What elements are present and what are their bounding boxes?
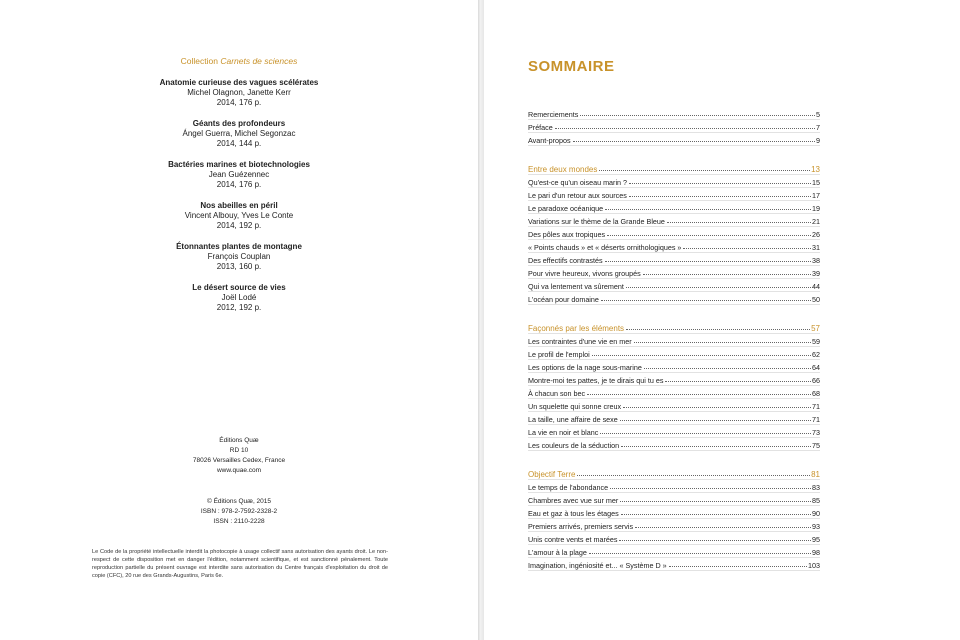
toc-entry-page: 66 [812, 376, 820, 385]
toc-leader [626, 287, 811, 288]
book-title: Étonnantes plantes de montagne [176, 242, 302, 251]
toc-entry-title: La vie en noir et blanc [528, 428, 599, 437]
toc-entry-page: 73 [812, 428, 820, 437]
toc-section-title: Objectif Terre [528, 470, 576, 479]
toc-row [528, 120, 820, 133]
book-authors: Michel Olagnon, Janette Kerr [187, 88, 291, 97]
toc-entry-title: L'océan pour domaine [528, 295, 599, 304]
left-page [0, 0, 478, 640]
toc-entry-title: Le paradoxe océanique [528, 204, 604, 213]
toc-leader [619, 540, 811, 541]
toc-entry-title: Avant-propos [528, 136, 571, 145]
toc-title: SOMMAIRE [528, 58, 615, 75]
toc-leader [629, 183, 811, 184]
book-title: Géants des profondeurs [192, 119, 286, 128]
toc-leader [683, 248, 811, 249]
toc-row [528, 386, 820, 399]
toc-entry-page: 85 [812, 496, 820, 505]
toc-entry-page: 83 [812, 483, 820, 492]
toc-leader [667, 222, 811, 223]
toc-row [528, 347, 820, 360]
toc-leader [605, 209, 811, 210]
issn: ISSN : 2110-2228 [213, 518, 265, 525]
book-info: 2014, 144 p. [216, 139, 262, 148]
toc-leader [589, 553, 811, 554]
toc-entry-title: Chambres avec vue sur mer [528, 496, 619, 505]
toc-entry-page: 59 [812, 337, 820, 346]
toc-row [528, 279, 820, 292]
toc-row [528, 493, 820, 506]
toc-entry-page: 19 [812, 204, 820, 213]
toc-entry-title: Montre-moi tes pattes, je te dirais qui tu es [528, 376, 664, 385]
toc-entry-page: 68 [812, 389, 820, 398]
publisher-name: Éditions Quæ [219, 437, 259, 444]
toc-row [528, 253, 820, 266]
book-info: 2014, 176 p. [216, 98, 262, 107]
toc-leader [621, 446, 811, 447]
toc-row [528, 399, 820, 412]
book-entry [0, 119, 478, 149]
toc-leader [601, 300, 811, 301]
toc-entry-page: 50 [812, 295, 820, 304]
toc-row [528, 175, 820, 188]
publisher-address-line: RD 10 [229, 447, 249, 454]
toc-entry-page: 5 [816, 110, 820, 119]
toc-leader [643, 274, 811, 275]
toc-entry-title: Eau et gaz à tous les étages [528, 509, 619, 518]
toc-entry-title: Des effectifs contrastés [528, 256, 603, 265]
toc-entry-title: Les options de la nage sous-marine [528, 363, 642, 372]
publisher-address-line: 78026 Versailles Cedex, France [192, 457, 286, 464]
toc-row [528, 201, 820, 214]
toc-entry-title: Remerciements [528, 110, 579, 119]
toc-entry-title: Imagination, ingéniosité et... « Système D » [528, 561, 667, 570]
book-authors: François Couplan [207, 252, 271, 261]
toc-entry-title: Les couleurs de la séduction [528, 441, 620, 450]
toc-row [528, 558, 820, 571]
toc-entry-title: Pour vivre heureux, vivons groupés [528, 269, 641, 278]
toc-entry-page: 98 [812, 548, 820, 557]
toc-section [528, 465, 820, 571]
toc-row [528, 292, 820, 305]
toc-entry-page: 103 [808, 561, 820, 570]
toc-row [528, 240, 820, 253]
toc-leader [599, 170, 810, 171]
toc-row [528, 133, 820, 146]
toc-entry-page: 39 [812, 269, 820, 278]
toc-entry-page: 31 [812, 243, 820, 252]
toc-entry-title: Unis contre vents et marées [528, 535, 618, 544]
toc-entry-title: Les contraintes d'une vie en mer [528, 337, 632, 346]
book-entry [0, 160, 478, 190]
toc-section-title: Façonnés par les éléments [528, 324, 625, 333]
toc-entry-page: 95 [812, 535, 820, 544]
toc-leader [669, 566, 807, 567]
isbn: ISBN : 978-2-7592-2328-2 [200, 508, 278, 515]
toc-entry-page: 71 [812, 415, 820, 424]
table-of-contents [528, 107, 820, 571]
toc-row [528, 480, 820, 493]
book-entry [0, 283, 478, 313]
toc-entry-page: 62 [812, 350, 820, 359]
toc-leader [634, 342, 811, 343]
toc-leader [610, 488, 811, 489]
book-authors: Jean Guézennec [208, 170, 270, 179]
toc-front-matter [528, 107, 820, 146]
book-title: Bactéries marines et biotechnologies [168, 160, 310, 169]
toc-row [528, 519, 820, 532]
publisher-block [0, 436, 478, 476]
toc-entry-page: 64 [812, 363, 820, 372]
toc-row [528, 412, 820, 425]
collection-name: Carnets de sciences [220, 56, 298, 66]
collection-label [0, 56, 478, 66]
toc-entry-title: Préface [528, 123, 553, 132]
toc-leader [600, 433, 811, 434]
rights-block [0, 497, 478, 527]
toc-entry-page: 9 [816, 136, 820, 145]
toc-entry-page: 44 [812, 282, 820, 291]
toc-leader [573, 141, 815, 142]
book-info: 2014, 192 p. [216, 221, 262, 230]
legal-notice: Le Code de la propriété intellectuelle interdit la photocopie à usage collectif sans autorisation des ayants droit. Le non-respect de cette disposition met en danger l'édition, notamment scientifique, et est sanctionné pénalement. Toute reproduction partielle du présent ouvrage est interdite sans autorisation du Centre français d'exploitation du droit de copie (CFC), 20 rue des Grands-Augustins, Paris 6e. [92, 549, 388, 579]
toc-entry-page: 71 [812, 402, 820, 411]
toc-entry-title: Des pôles aux tropiques [528, 230, 606, 239]
toc-leader [587, 394, 811, 395]
toc-leader [623, 407, 811, 408]
toc-leader [621, 514, 811, 515]
toc-entry-title: Qu'est-ce qu'un oiseau marin ? [528, 178, 628, 187]
publisher-website: www.quae.com [216, 467, 262, 474]
toc-leader [592, 355, 811, 356]
toc-section-page: 57 [811, 324, 820, 333]
book-authors: Vincent Albouy, Yves Le Conte [184, 211, 294, 220]
right-page [484, 0, 960, 640]
collection-prefix: Collection [180, 56, 221, 66]
toc-leader [644, 368, 811, 369]
toc-entry-title: L'amour à la plage [528, 548, 587, 557]
toc-entry-title: Le temps de l'abondance [528, 483, 609, 492]
book-title: Le désert source de vies [192, 283, 286, 292]
book-authors: Ángel Guerra, Michel Segonzac [182, 129, 296, 138]
toc-entry-page: 26 [812, 230, 820, 239]
toc-row [528, 188, 820, 201]
book-authors: Joël Lodé [221, 293, 257, 302]
toc-row [528, 425, 820, 438]
toc-section-heading [528, 465, 820, 480]
toc-section-page: 13 [811, 165, 820, 174]
toc-row [528, 545, 820, 558]
toc-leader [607, 235, 811, 236]
toc-entry-title: Qui va lentement va sûrement [528, 282, 624, 291]
toc-section-heading [528, 160, 820, 175]
toc-leader [620, 501, 811, 502]
toc-entry-title: « Points chauds » et « déserts ornithologiques » [528, 243, 682, 252]
book-list [0, 78, 478, 324]
toc-section-page: 81 [811, 470, 820, 479]
toc-leader [577, 475, 810, 476]
toc-row [528, 360, 820, 373]
toc-entry-title: Variations sur le thème de la Grande Bleue [528, 217, 665, 226]
book-title: Nos abeilles en péril [200, 201, 278, 210]
toc-entry-page: 93 [812, 522, 820, 531]
toc-leader [580, 115, 815, 116]
toc-section-heading [528, 319, 820, 334]
toc-entry-title: Un squelette qui sonne creux [528, 402, 622, 411]
toc-entry-page: 15 [812, 178, 820, 187]
toc-entry-page: 21 [812, 217, 820, 226]
toc-section [528, 319, 820, 451]
toc-leader [635, 527, 811, 528]
toc-row [528, 227, 820, 240]
book-entry [0, 201, 478, 231]
book-info: 2014, 176 p. [216, 180, 262, 189]
toc-entry-page: 7 [816, 123, 820, 132]
toc-section-title: Entre deux mondes [528, 165, 598, 174]
toc-entry-title: Premiers arrivés, premiers servis [528, 522, 634, 531]
toc-leader [620, 420, 811, 421]
toc-entry-page: 17 [812, 191, 820, 200]
book-entry [0, 242, 478, 272]
toc-leader [629, 196, 811, 197]
toc-leader [626, 329, 810, 330]
toc-row [528, 506, 820, 519]
book-info: 2013, 160 p. [216, 262, 262, 271]
toc-leader [555, 128, 815, 129]
book-title: Anatomie curieuse des vagues scélérates [159, 78, 319, 87]
toc-row [528, 107, 820, 120]
toc-entry-title: À chacun son bec [528, 389, 586, 398]
toc-entry-page: 38 [812, 256, 820, 265]
toc-row [528, 532, 820, 545]
toc-section [528, 160, 820, 305]
toc-entry-page: 90 [812, 509, 820, 518]
toc-leader [665, 381, 811, 382]
toc-row [528, 266, 820, 279]
copyright: © Éditions Quæ, 2015 [206, 498, 272, 505]
toc-entry-title: Le profil de l'emploi [528, 350, 590, 359]
toc-row [528, 214, 820, 227]
toc-entry-title: Le pari d'un retour aux sources [528, 191, 627, 200]
toc-row [528, 334, 820, 347]
toc-entry-page: 75 [812, 441, 820, 450]
toc-row [528, 438, 820, 451]
toc-row [528, 373, 820, 386]
toc-leader [605, 261, 811, 262]
toc-entry-title: La taille, une affaire de sexe [528, 415, 618, 424]
book-entry [0, 78, 478, 108]
book-info: 2012, 192 p. [216, 303, 262, 312]
